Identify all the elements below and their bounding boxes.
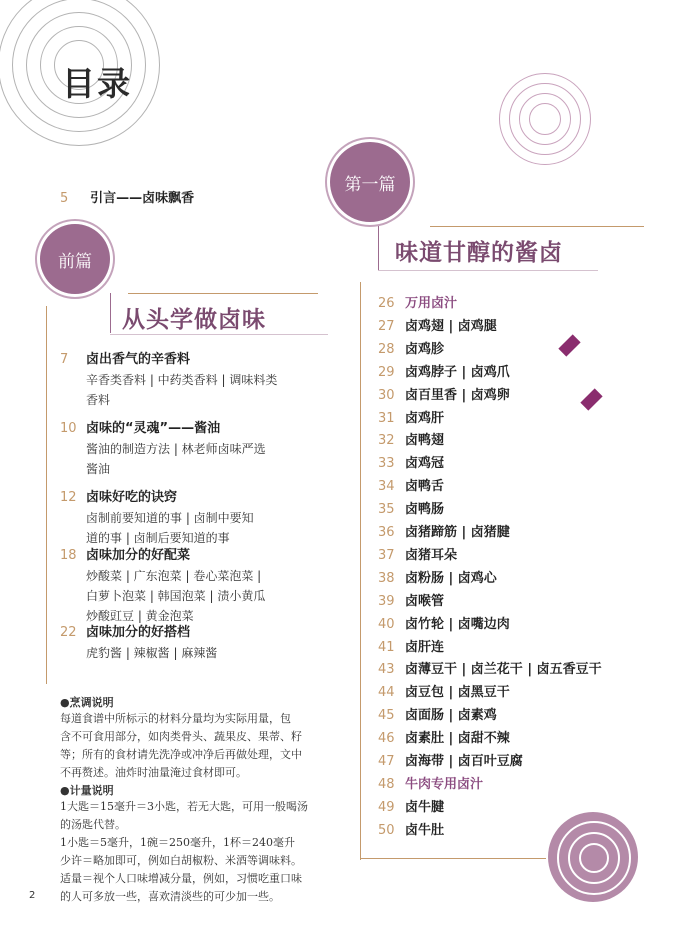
entry-subitems: 酱油的制造方法 | 林老师卤味严选 [86,442,266,456]
toc-entry[interactable] [60,544,190,563]
toc-entry[interactable] [378,498,444,517]
note-line: 的汤匙代替。 [60,818,126,831]
entry-title: 卤粉肠 | 卤鸡心 [405,570,497,586]
note-heading: ●烹调说明 [60,696,114,709]
toc-entry[interactable] [378,658,602,677]
toc-entry[interactable] [60,621,190,640]
page-number-ref: 43 [378,662,395,678]
toc-entry[interactable] [60,417,220,436]
diamond-ornament [558,334,580,356]
toc-entry[interactable] [378,590,444,609]
entry-title: 卤鸡脖子 | 卤鸡爪 [405,364,510,380]
note-line: 等；所有的食材请先洗净或冲净后再做处理，文中 [60,748,302,761]
page-number-ref: 28 [378,341,395,357]
page-number-ref: 7 [60,352,69,367]
entry-subitems: 卤制前要知道的事 | 卤制中要知 [86,511,254,525]
toc-entry[interactable] [378,452,444,471]
page-title: 目录 [62,64,132,103]
entry-title: 卤面肠 | 卤素鸡 [405,708,497,724]
toc-entry[interactable] [378,727,510,746]
heading-underline [110,334,328,335]
entry-title: 卤百里香 | 卤鸡卵 [405,387,510,403]
entry-subitems: 香料 [86,393,111,407]
note-line: 适量＝视个人口味增减分量，例如，习惯吃重口味 [60,872,302,885]
note-line: 不再赘述。油炸时油量淹过食材即可。 [60,766,247,779]
page-number-ref: 36 [378,525,395,540]
entry-subitems: 炒酸菜 | 广东泡菜 | 卷心菜泡菜 | [86,569,262,583]
toc-entry[interactable] [378,361,510,380]
note-line: 少许＝略加即可，例如白胡椒粉、米酒等调味料。 [60,854,302,867]
heading-underline [378,270,598,271]
toc-entry[interactable] [378,475,444,494]
toc-entry[interactable] [378,636,444,655]
entry-title: 卤鸡胗 [405,341,445,357]
toc-entry[interactable] [60,486,177,505]
entry-subitems: 辛香类香料 | 中药类香料 | 调味料类 [86,373,278,387]
toc-entry[interactable] [378,681,510,700]
section-badge-front: 前篇 [40,224,110,294]
toc-entry[interactable] [378,567,497,586]
toc-entry[interactable] [378,384,510,403]
toc-entry[interactable] [378,773,483,792]
page-number-ref: 18 [60,548,77,563]
page-number-ref: 33 [378,456,395,472]
page-number-ref: 38 [378,570,395,586]
note-line: 1大匙＝15毫升＝3小匙，若无大匙，可用一般喝汤 [60,800,308,813]
page-number-ref: 49 [378,799,395,815]
page-number-ref: 27 [378,318,395,334]
toc-entry[interactable] [378,292,457,311]
entry-title: 卤肝连 [405,639,445,655]
diamond-ornament [580,388,602,410]
note-line: 每道食谱中所标示的材料分量均为实际用量，包 [60,712,291,725]
entry-title: 卤鸭翅 [405,433,445,449]
page-number-ref: 26 [378,296,395,311]
entry-title: 卤鸭肠 [405,502,445,518]
entry-title: 卤素肚 | 卤甜不辣 [405,731,510,747]
page-number-ref: 48 [378,776,395,792]
entry-subitems: 白萝卜泡菜 | 韩国泡菜 | 渍小黄瓜 [86,589,266,603]
page-number-ref: 12 [60,490,77,505]
note-heading: ●计量说明 [60,784,114,797]
toc-entry[interactable] [378,407,444,426]
entry-title: 卤猪耳朵 [405,547,458,563]
page-number-ref: 31 [378,410,395,426]
note-line: 含不可食用部分，如肉类骨头、蔬果皮、果蒂、籽 [60,730,302,743]
toc-entry[interactable] [378,750,523,769]
heading-rule [128,293,318,294]
page-number-ref: 44 [378,685,395,701]
entry-title: 卤喉管 [405,593,445,609]
page-number-ref: 40 [378,616,395,632]
section-heading-front: 从头学做卤味 [122,306,266,333]
toc-intro-entry[interactable] [60,187,194,206]
page-number-ref: 45 [378,708,395,724]
part-one-column-rule [360,282,361,860]
entry-title: 卤鸡冠 [405,456,445,472]
section-badge-part-one: 第一篇 [330,142,410,222]
toc-entry[interactable] [378,315,497,334]
toc-entry[interactable] [378,613,510,632]
entry-title: 卤薄豆干 | 卤兰花干 | 卤五香豆干 [405,662,602,678]
entry-title: 卤鸡肝 [405,410,445,426]
page-number-ref: 47 [378,754,395,769]
note-line: 的人可多放一些，喜欢清淡些的可少加一些。 [60,890,280,903]
entry-title: 牛肉专用卤汁 [405,776,484,792]
entry-title: 卤出香气的辛香料 [86,352,191,367]
page-number-ref: 29 [378,364,395,380]
heading-rule-vertical [110,293,111,333]
toc-entry[interactable] [378,521,510,540]
entry-title: 卤味好吃的诀窍 [86,490,178,505]
entry-title: 卤豆包 | 卤黑豆干 [405,685,510,701]
page-number-ref: 37 [378,547,395,563]
section-heading-part-one: 味道甘醇的酱卤 [395,239,563,266]
entry-title: 卤竹轮 | 卤嘴边肉 [405,616,510,632]
note-line: 1小匙＝5毫升，1碗＝250毫升，1杯＝240毫升 [60,836,295,849]
page-number-ref: 41 [378,639,395,655]
entry-title: 卤鸡翅 | 卤鸡腿 [405,318,497,334]
toc-entry[interactable] [60,348,190,367]
entry-title: 卤味加分的好搭档 [86,625,191,640]
heading-rule-vertical [378,226,379,270]
entry-subitems: 酱油 [86,462,111,476]
page-number-ref: 34 [378,479,395,495]
part-one-bottom-rule [360,858,546,859]
page-number-ref: 22 [60,625,77,640]
toc-entry[interactable] [378,429,444,448]
page-number: 2 [29,890,36,901]
entry-title: 卤鸭舌 [405,479,445,495]
page-number-ref: 46 [378,731,395,747]
entry-title: 卤味加分的好配菜 [86,548,191,563]
page-number-ref: 5 [60,191,69,206]
front-column-rule [46,306,47,684]
entry-subitems: 道的事 | 卤制后要知道的事 [86,531,230,545]
entry-title: 卤海带 | 卤百叶豆腐 [405,754,523,769]
page-number-ref: 39 [378,593,395,609]
entry-title: 卤猪蹄筋 | 卤猪腱 [405,525,510,540]
entry-title: 卤牛腱 [405,799,445,815]
page-number-ref: 32 [378,433,395,449]
toc-entry[interactable] [378,544,457,563]
entry-title: 万用卤汁 [405,296,458,311]
entry-title: 引言——卤味飘香 [90,191,195,206]
entry-subitems: 炒酸豇豆 | 黄金泡菜 [86,609,194,623]
page-number-ref: 30 [378,387,395,403]
entry-title: 卤味的“灵魂”——酱油 [86,421,221,436]
toc-entry[interactable] [378,704,497,723]
page-number-ref: 35 [378,502,395,518]
toc-entry[interactable] [378,796,444,815]
entry-subitems: 虎豹酱 | 辣椒酱 | 麻辣酱 [86,646,218,660]
toc-entry[interactable] [378,338,444,357]
entry-title: 卤牛肚 [405,822,445,838]
heading-rule [430,226,644,227]
page-number-ref: 10 [60,421,77,436]
page-number-ref: 50 [378,822,395,838]
toc-entry[interactable] [378,819,444,838]
